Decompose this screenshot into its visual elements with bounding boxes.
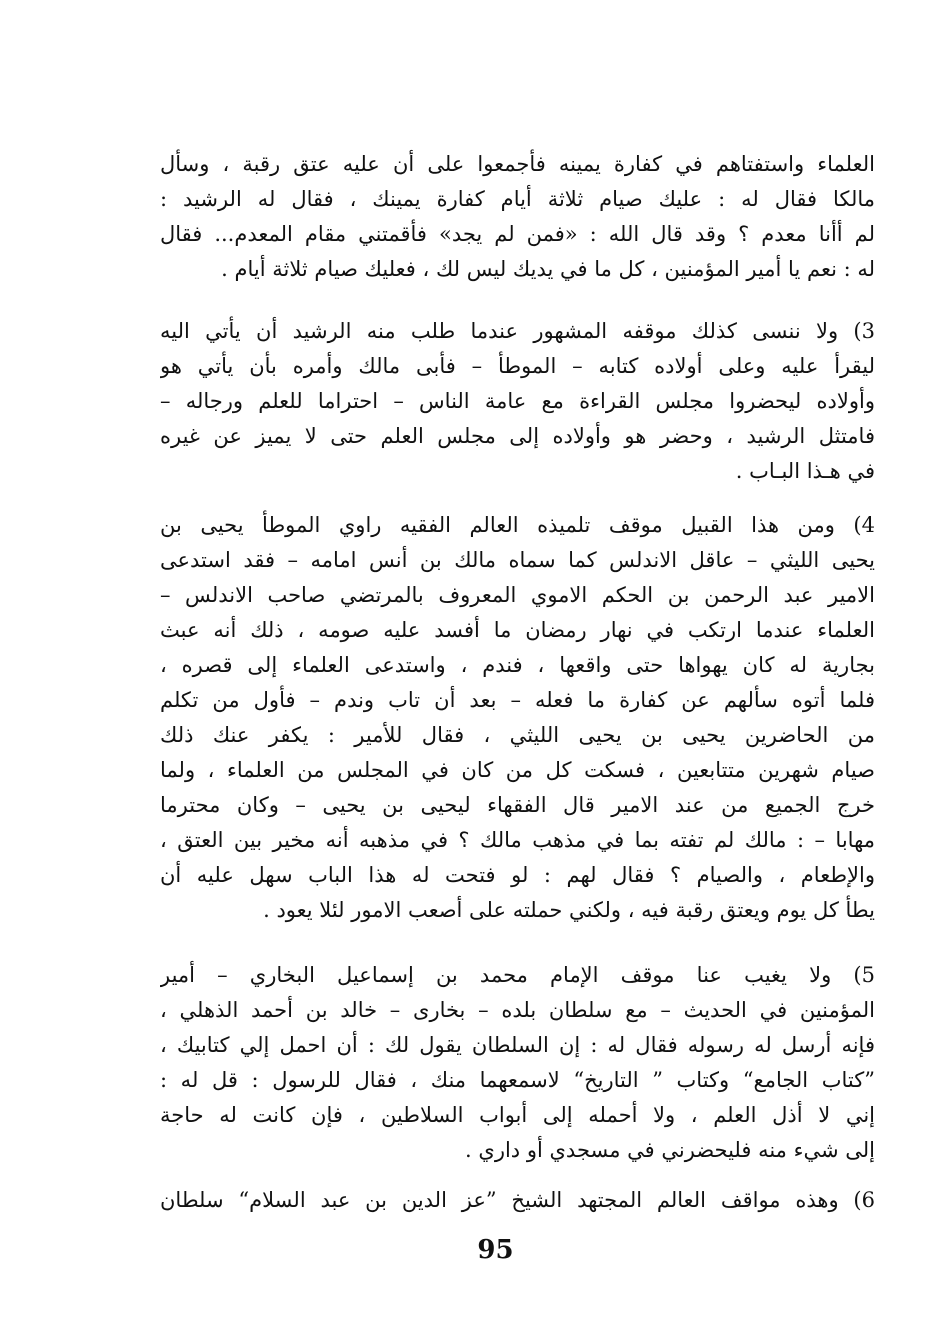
paragraph-1 bbox=[160, 147, 875, 287]
text-line: 3) ولا ننسى كذلك موقفه المشهور عندما طلب منه الرشيد أن يأتي اليه bbox=[160, 319, 875, 343]
text-line: فإنه أرسل له رسوله فقال له : إن السلطان يقول لك : أن احمل إلي كتابيك ، bbox=[160, 1033, 875, 1057]
text-line: إلى شيء منه فليحضرني في مسجدي أو داري . bbox=[465, 1138, 875, 1162]
text-line: ”كتاب الجامع“ وكتاب ” التاريخ“ لاسمعهما منك ، فقال للرسول : قل له : bbox=[160, 1068, 875, 1092]
text-line: يطأ كل يوم ويعتق رقبة فيه ، ولكني حملته على أصعب الامور لئلا يعود . bbox=[263, 898, 875, 922]
text-line: خرج الجميع من عند الامير قال الفقهاء ليحيى بن يحيى – وكان محترما bbox=[160, 793, 875, 817]
paragraph-5 bbox=[160, 1183, 875, 1218]
text-line: ليقرأ عليه وعلى أولاده كتابه – الموطأ – فأبى مالك وأمره بأن يأتي هو bbox=[160, 354, 875, 378]
text-line: فامتثل الرشيد ، وحضر هو وأولاده إلى مجلس العلم حتى لا يميز عن غيره bbox=[160, 424, 875, 448]
text-line: إني لا أذل العلم ، ولا أحمله إلى أبواب السلاطين ، فإن كانت له حاجة bbox=[160, 1103, 875, 1127]
text-line: المؤمنين في الحديث – مع سلطان بلده – بخارى – خالد بن أحمد الذهلي ، bbox=[160, 998, 875, 1022]
page-number: 95 bbox=[477, 1235, 514, 1265]
text-line: مالكا فقال له : عليك صيام ثلاثة أيام كفارة يمينك ، فقال له الرشيد : bbox=[160, 187, 875, 211]
text-line: العلماء واستفتاهم في كفارة يمينه فأجمعوا على أن عليه عتق رقبة ، وسأل bbox=[160, 152, 875, 176]
text-line: والإطعام ، والصيام ؟ فقال لهم : لو فتحت له هذا الباب سهل عليه أن bbox=[160, 863, 875, 887]
text-line: من الحاضرين يحيى بن يحيى الليثي ، فقال للأمير : يكفر عنك ذلك bbox=[160, 723, 875, 747]
text-line: بجارية له كان يهواها حتى واقعها ، فندم ، واستدعى العلماء إلى قصره ، bbox=[160, 653, 875, 677]
text-line: العلماء عندما ارتكب في نهار رمضان ما أفسد عليه صومه ، ذلك أنه عبث bbox=[160, 618, 875, 642]
text-line: 4) ومن هذا القبيل موقف تلميذه العالم الفقيه راوي الموطأ يحيى بن bbox=[160, 513, 875, 537]
text-line: وأولاده ليحضروا مجلس القراءة مع عامة الناس – احتراما للعلم ورجاله – bbox=[160, 389, 875, 413]
paragraph-3 bbox=[160, 508, 875, 928]
text-line: فلما أتوه سألهم عن كفارة ما فعله – بعد أن تاب وندم – فأول من تكلم bbox=[160, 688, 875, 712]
paragraph-2 bbox=[160, 314, 875, 489]
text-line: في هـذا البـاب . bbox=[735, 459, 875, 483]
text-line: لم أأنا معدم ؟ وقد قال الله : «فمن لم يجد» فأقمتني مقام المعدم... فقال bbox=[160, 222, 875, 246]
text-line: 6) وهذه مواقف العالم المجتهد الشيخ ”عز الدين بن عبد السلام“ سلطان bbox=[160, 1188, 875, 1212]
text-line: الامير عبد الرحمن بن الحكم الاموي المعروف بالمرتضي صاحب الاندلس – bbox=[160, 583, 875, 607]
paragraph-4 bbox=[160, 958, 875, 1168]
text-line: 5) ولا يغيب عنا موقف الإمام محمد بن إسماعيل البخاري – أمير bbox=[160, 963, 875, 987]
text-line: صيام شهرين متتابعين ، فسكت كل من كان في المجلس من العلماء ، ولما bbox=[160, 758, 875, 782]
text-line: له : نعم يا أمير المؤمنين ، كل ما في يديك ليس لك ، فعليك صيام ثلاثة أيام . bbox=[221, 257, 875, 281]
text-line: يحيى الليثي – عاقل الاندلس كما سماه مالك بن أنس امامه – فقد استدعى bbox=[160, 548, 875, 572]
text-line: مهابا – : مالك لم تفته بما في مذهب مالك ؟ في مذهبه أنه مخير بين العتق ، bbox=[160, 828, 875, 852]
